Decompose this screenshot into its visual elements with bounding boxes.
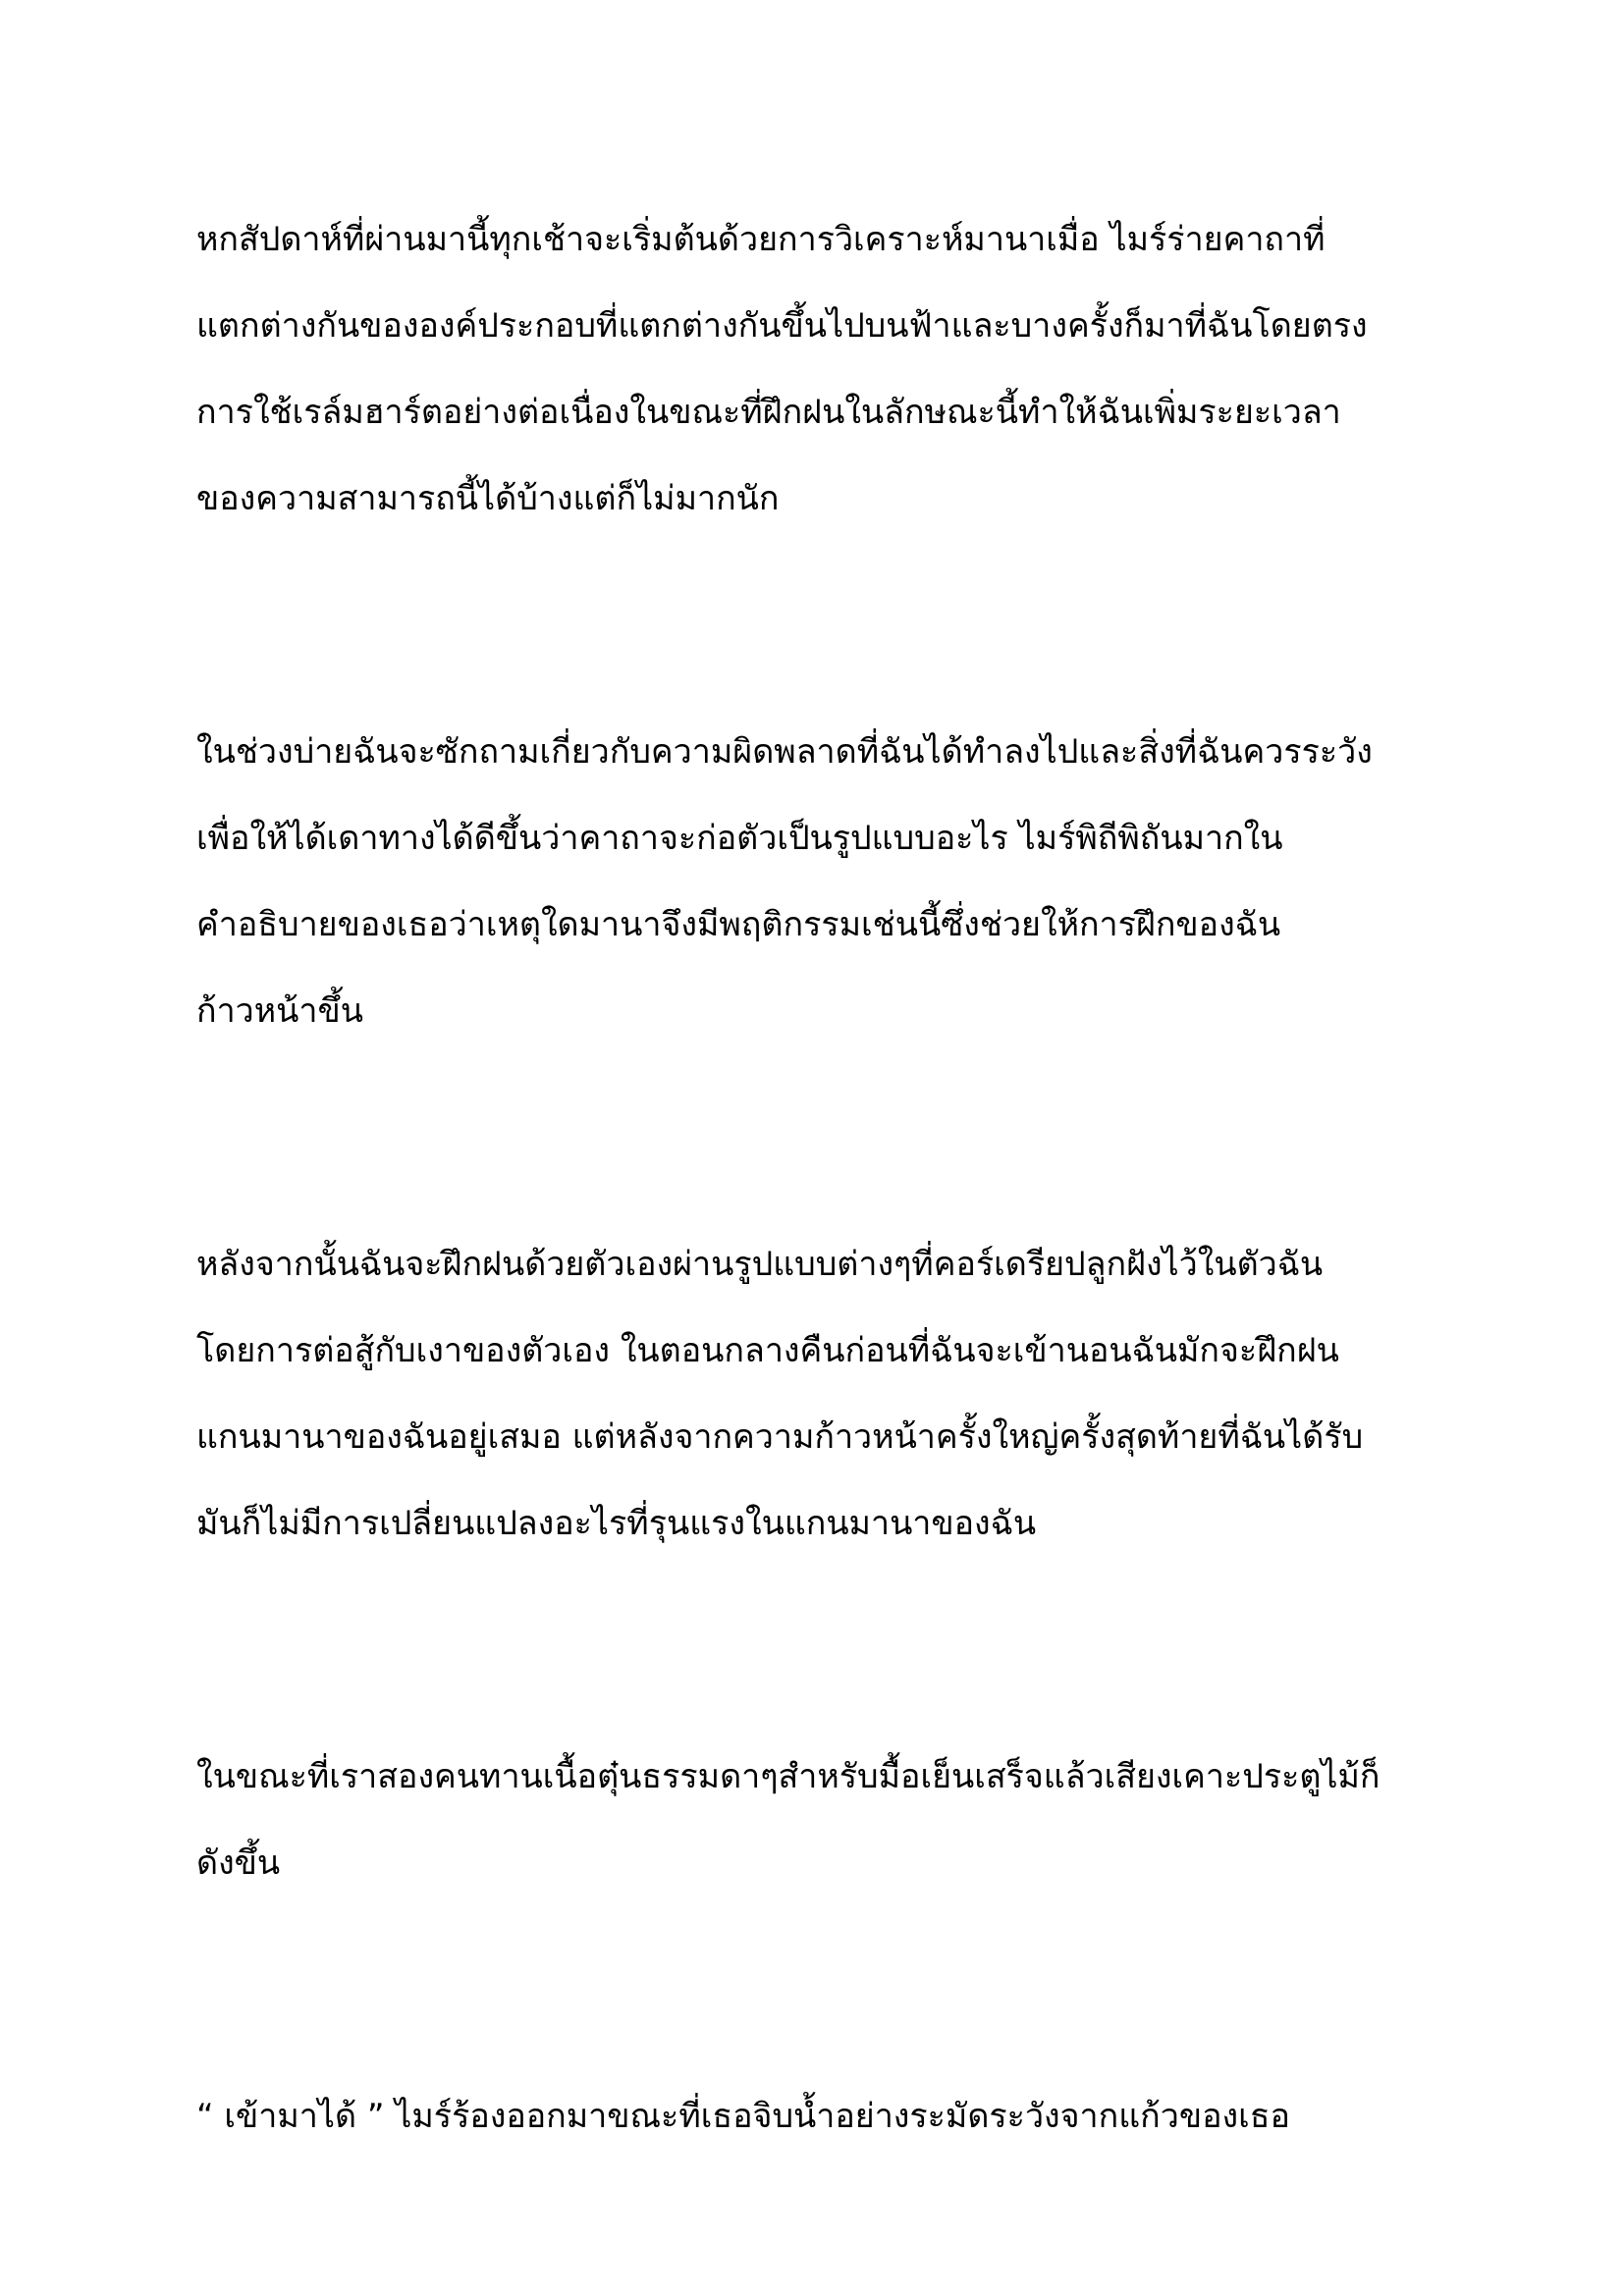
document-body	[196, 196, 1434, 2160]
paragraph-5	[196, 2073, 1434, 2160]
paragraph-4	[196, 1734, 1434, 1906]
paragraph-line: แกนมานาของฉันอยู่เสมอ แต่หลังจากความก้าวหน้าครั้งใหญ่ครั้งสุดท้ายที่ฉันได้รับ	[196, 1417, 1364, 1457]
paragraph-1	[196, 196, 1434, 542]
paragraph-line: เพื่อให้ได้เดาทางได้ดีขึ้นว่าคาถาจะก่อตัวเป็นรูปแบบอะไร ไมร์พิถีพิถันมากใน	[196, 819, 1283, 858]
paragraph-line: ในขณะที่เราสองคนทานเนื้อตุ๋นธรรมดาๆสำหรับมื้อเย็นเสร็จแล้วเสียงเคาะประตูไม้ก็	[196, 1757, 1380, 1796]
paragraph-line: มันก็ไม่มีการเปลี่ยนแปลงอะไรที่รุนแรงในแกนมานาของฉัน	[196, 1504, 1037, 1543]
paragraph-line: หลังจากนั้นฉันจะฝึกฝนด้วยตัวเองผ่านรูปแบบต่างๆที่คอร์เดรียปลูกฝังไว้ในตัวฉัน	[196, 1245, 1324, 1284]
paragraph-line: คำอธิบายของเธอว่าเหตุใดมานาจึงมีพฤติกรรมเช่นนี้ซึ่งช่วยให้การฝึกของฉัน	[196, 905, 1281, 944]
paragraph-line: ดังขึ้น	[196, 1843, 281, 1883]
paragraph-line: การใช้เรล์มฮาร์ตอย่างต่อเนื่องในขณะที่ฝึกฝนในลักษณะนี้ทำให้ฉันเพิ่มระยะเวลา	[196, 393, 1341, 432]
paragraph-line: ก้าวหน้าขึ้น	[196, 991, 363, 1031]
paragraph-line: หกสัปดาห์ที่ผ่านมานี้ทุกเช้าจะเริ่มต้นด้วยการวิเคราะห์มานาเมื่อ ไมร์ร่ายคาถาที่	[196, 220, 1326, 259]
paragraph-line: ของความสามารถนี้ได้บ้างแต่ก็ไม่มากนัก	[196, 479, 780, 518]
paragraph-2	[196, 709, 1434, 1054]
paragraph-line: โดยการต่อสู้กับเงาของตัวเอง ในตอนกลางคืนก่อนที่ฉันจะเข้านอนฉันมักจะฝึกฝน	[196, 1331, 1339, 1370]
paragraph-line: แตกต่างกันขององค์ประกอบที่แตกต่างกันขึ้นไปบนฟ้าและบางครั้งก็มาที่ฉันโดยตรง	[196, 306, 1368, 346]
paragraph-line: “ เข้ามาได้ ” ไมร์ร้องออกมาขณะที่เธอจิบน้ำอย่างระมัดระวังจากแก้วของเธอ	[196, 2097, 1290, 2136]
paragraph-3	[196, 1221, 1434, 1567]
paragraph-line: ในช่วงบ่ายฉันจะซักถามเกี่ยวกับความผิดพลาดที่ฉันได้ทำลงไปและสิ่งที่ฉันควรระวัง	[196, 732, 1373, 772]
